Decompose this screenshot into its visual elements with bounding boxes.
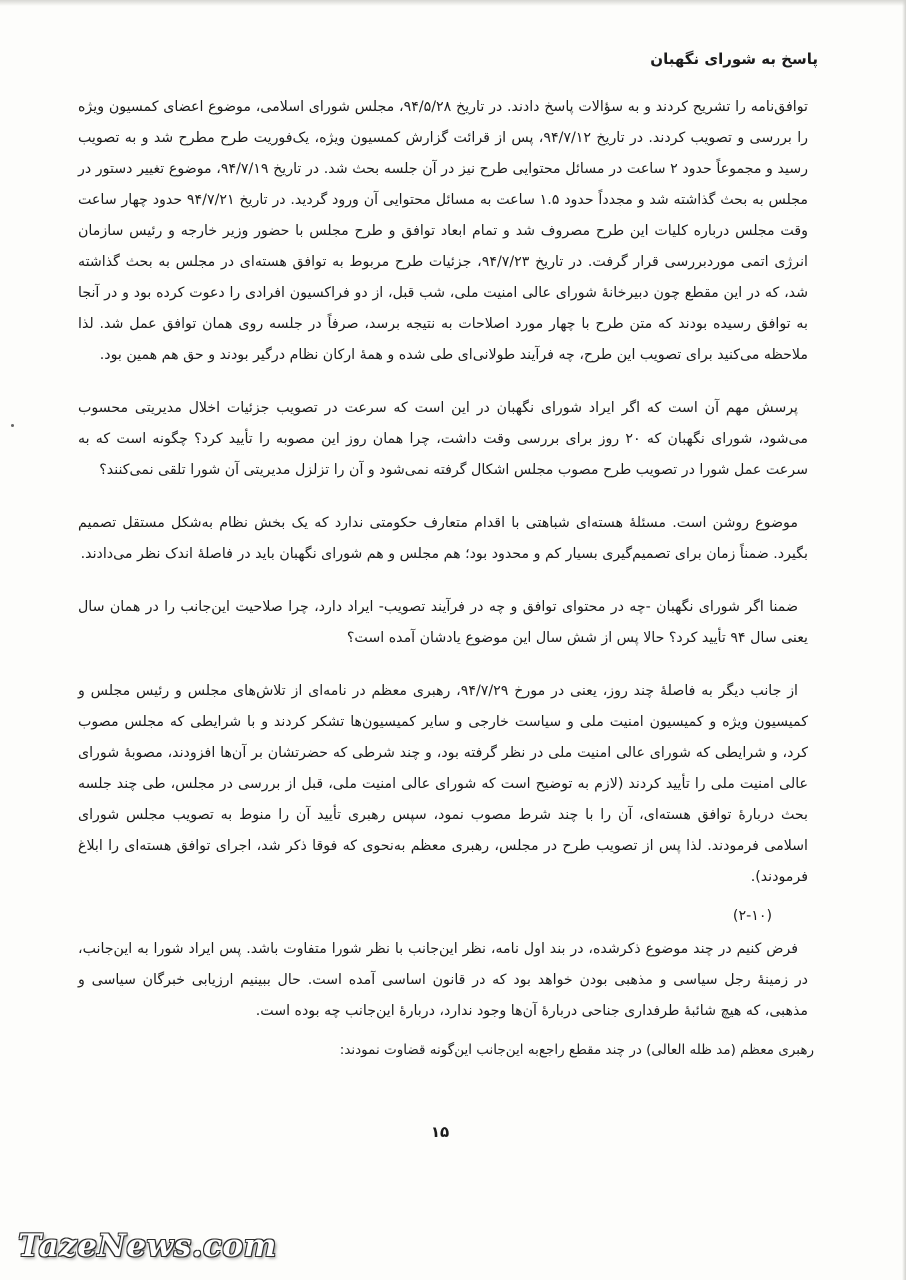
document-body bbox=[78, 92, 808, 1049]
paragraph-1: توافق‌نامه را تشریح کردند و به سؤالات پاسخ دادند. در تاریخ ۹۴/۵/۲۸، مجلس شورای اسلامی، موضوع اعضای کمسیون ویژه را بررسی و تصویب کردند. در تاریخ ۹۴/۷/۱۲، پس از قرائت گزارش کمسیون ویژه، یک‌فوریت طرح مطرح شد و به تصویب رسید و مجموعاً حدود ۲ ساعت در مسائل محتوایی طرح نیز در آن جلسه بحث شد. در تاریخ ۹۴/۷/۱۹، موضوع تغییر دستور در مجلس به بحث گذاشته شد و مجدداً حدود ۱.۵ ساعت به مسائل محتوایی آن ورود گردید. در تاریخ ۹۴/۷/۲۱ حدود چهار ساعت وقت مجلس درباره کلیات این طرح مصروف شد و تمام ابعاد توافق و طرح مجلس با حضور وزیر خارجه و رئیس سازمان انرژی اتمی موردبررسی قرار گرفت. در تاریخ ۹۴/۷/۲۳، جزئیات طرح مربوط به توافق هسته‌ای در مجلس به بحث گذاشته شد، که در این مقطع چون دبیرخانهٔ شورای عالی امنیت ملی، شب قبل، از دو فراکسیون افرادی را دعوت کرده بود و در آنجا به توافق رسیده بودند که متن طرح با چهار مورد اصلاحات به نتیجه برسد، صرفاً در جلسه روی همان توافق عمل شد. لذا ملاحظه می‌کنید برای تصویب این طرح، چه فرآیند طولانی‌ای طی شده و همهٔ ارکان نظام درگیر بودند و حق هم همین بود. bbox=[78, 99, 809, 363]
paragraph-3: موضوع روشن است. مسئلهٔ هسته‌ای شباهتی با اقدام متعارف حکومتی ندارد که یک بخش نظام به‌شکل مستقل تصمیم بگیرد. ضمناً زمان برای تصمیم‌گیری بسیار کم و محدود بود؛ هم مجلس و هم شورای نگهبان باید در فاصلهٔ اندک نظر می‌دادند. bbox=[78, 515, 808, 562]
scan-edge-top bbox=[0, 0, 906, 6]
paragraph-6: فرض کنیم در چند موضوع ذکرشده، در بند اول نامه، نظر این‌جانب با نظر شورا متفاوت باشد. پس ایراد شورا به این‌جانب، در زمینهٔ رجل سیاسی و مذهبی بودن خواهد بود که در قانون اساسی آمده است. حال ببینیم ارزیابی خبرگان سیاسی و مذهبی، که هیچ شائبهٔ طرفداری جناحی دربارهٔ آن‌ها وجود ندارد، دربارهٔ این‌جانب چه بوده است. bbox=[78, 941, 808, 1019]
scan-speck bbox=[11, 424, 14, 427]
quote-intro-line: رهبری معظم (مد ظله العالی) در چند مقطع راجع‌به این‌جانب این‌گونه قضاوت نمودند: bbox=[339, 1042, 814, 1058]
paragraph-4: ضمنا اگر شورای نگهبان -چه در محتوای توافق و چه در فرآیند تصویب- ایراد دارد، چرا صلاحیت این‌جانب را در همان سال یعنی سال ۹۴ تأیید کرد؟ حالا پس از شش سال این موضوع یادشان آمده است؟ bbox=[78, 599, 808, 646]
section-reference: (۲-۱۰) bbox=[732, 908, 772, 924]
paragraph-5: از جانب دیگر به فاصلهٔ چند روز، یعنی در مورخ ۹۴/۷/۲۹، رهبری معظم در نامه‌ای از تلاش‌های مجلس و رئیس مجلس و کمیسیون ویژه و کمیسیون امنیت ملی و سیاست خارجی و سایر کمیسیون‌ها تشکر کردند و با شرایطی که مجلس مصوب کرد، و شرایطی که شورای عالی امنیت ملی در نظر گرفته بود، و چند شرطی که حضرتشان بر آن‌ها افزودند، مصوبهٔ شورای عالی امنیت ملی را تأیید کردند (لازم به توضیح است که شورای عالی امنیت ملی، قبل از بررسی در مجلس، طی چند جلسه بحث دربارهٔ توافق هسته‌ای، آن را با چند شرط مصوب نمود، سپس رهبری تأیید آن را منوط به تصویب مجلس شورای اسلامی فرمودند. لذا پس از تصویب طرح در مجلس، رهبری معظم به‌نحوی که فوقا ذکر شد، اجرای توافق هسته‌ای را ابلاغ فرمودند). bbox=[78, 683, 808, 885]
site-watermark: TazeNews.com bbox=[18, 1228, 277, 1264]
page-number: ۱۵ bbox=[430, 1123, 450, 1141]
scan-edge-right bbox=[902, 0, 906, 1280]
paragraph-2: پرسش مهم آن است که اگر ایراد شورای نگهبان در این است که سرعت در تصویب جزئیات اخلال مدیریتی محسوب می‌شود، شورای نگهبان که ۲۰ روز برای بررسی وقت داشت، چرا همان روز این مصوبه را تأیید کرد؟ چگونه است که به سرعت عمل شورا در تصویب طرح مصوب مجلس اشکال گرفته نمی‌شود و آن را تزلزل مدیریتی آن شورا تلقی نمی‌کنند؟ bbox=[78, 400, 808, 478]
page-header-title: پاسخ به شورای نگهبان bbox=[650, 50, 818, 68]
